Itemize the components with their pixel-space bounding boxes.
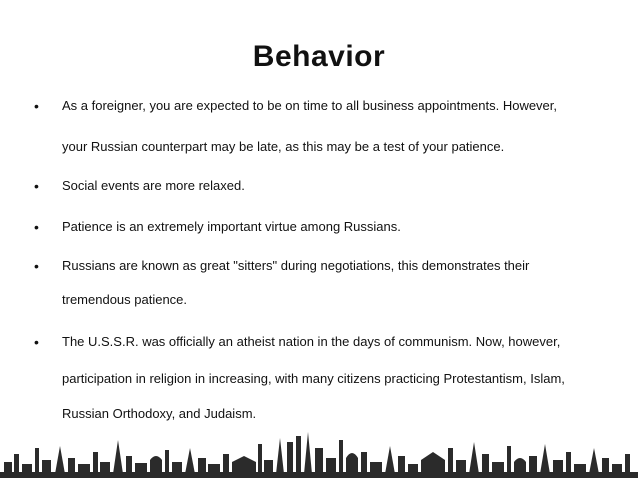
bullet-marker: • bbox=[34, 178, 39, 194]
bullet-4-line-2: tremendous patience. bbox=[62, 292, 188, 307]
bullet-marker: • bbox=[34, 258, 39, 274]
bullet-4-line-1: Russians are known as great "sitters" during negotiations, this demonstrates their bbox=[62, 258, 530, 273]
bullet-1-line-2: your Russian counterpart may be late, as this may be a test of your patience. bbox=[62, 139, 505, 154]
bullet-5-line-1: The U.S.S.R. was officially an atheist nation in the days of communism. Now, however, bbox=[62, 334, 561, 349]
city-skyline-decoration bbox=[0, 418, 638, 478]
slide-title: Behavior bbox=[252, 40, 386, 73]
bullet-marker: • bbox=[34, 98, 39, 114]
bullet-5-line-3: Russian Orthodoxy, and Judaism. bbox=[62, 406, 257, 421]
bullet-marker: • bbox=[34, 334, 39, 350]
bullet-3-line-1: Patience is an extremely important virtue among Russians. bbox=[62, 219, 401, 234]
bullet-2-line-1: Social events are more relaxed. bbox=[62, 178, 245, 193]
bullet-marker: • bbox=[34, 219, 39, 235]
bullet-5-line-2: participation in religion in increasing, with many citizens practicing Protestantism, Islam, bbox=[62, 371, 565, 386]
bullet-1-line-1: As a foreigner, you are expected to be on time to all business appointments. However, bbox=[62, 98, 558, 113]
